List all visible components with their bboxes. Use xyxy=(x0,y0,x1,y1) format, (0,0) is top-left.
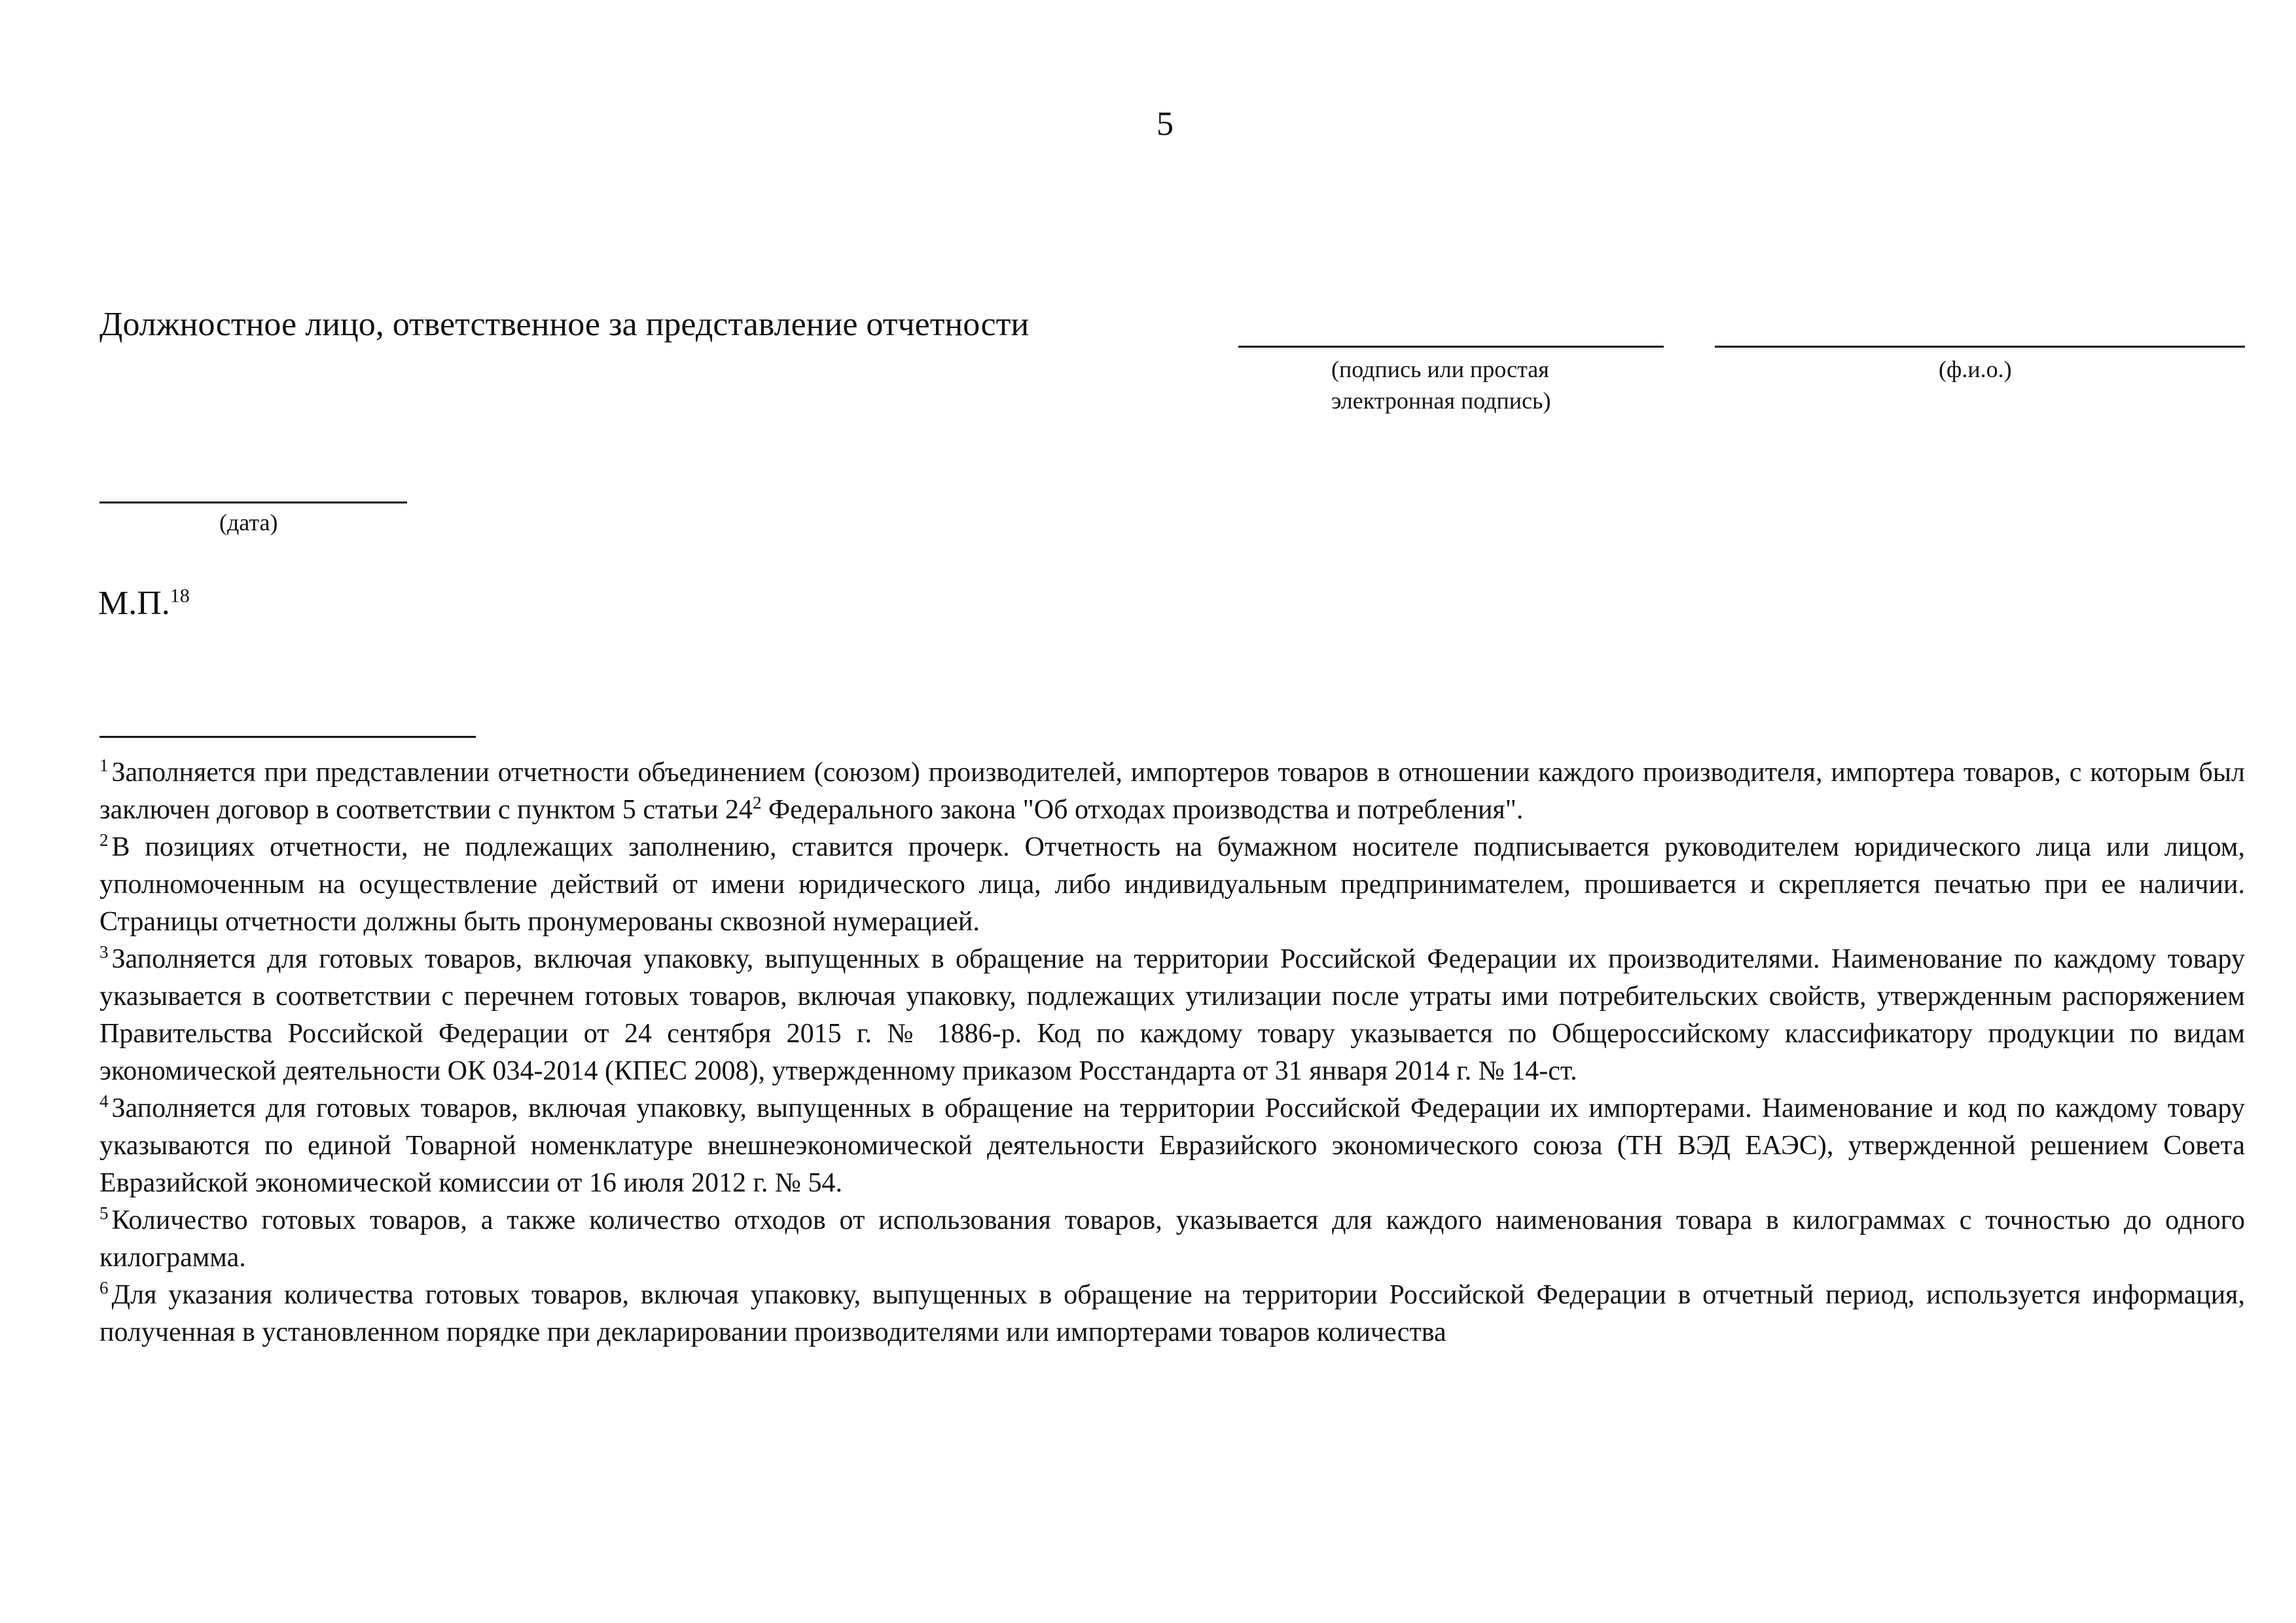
footnote-6 xyxy=(99,1277,2245,1351)
footnote-text: Заполняется для готовых товаров, включая упаковку, выпущенных в обращение на территории Российской Федерации их производителями. Наименование по каждому товару указывается в соответствии с перечнем готовых товаров, включая упаковку, подлежащих утилизации после утраты ими потребительских свойств, утвержденным распоряжением Правительства Российской Федерации от 24 сентября 2015 г. № 1886-р. Код по каждому товару указывается по Общероссийскому классификатору продукции по видам экономической деятельности ОК 034-2014 (КПЕС 2008), утвержденному приказом Росстандарта от 31 января 2014 г. № 14-ст. xyxy=(99,944,2245,1086)
footnote-1 xyxy=(99,754,2245,829)
date-line xyxy=(99,501,407,503)
footnote-number: 1 xyxy=(99,756,109,775)
signature-line xyxy=(1238,346,1664,348)
footnote-number: 4 xyxy=(99,1091,109,1111)
footnote-separator xyxy=(99,736,476,738)
footnote-2 xyxy=(99,829,2245,941)
footnote-4 xyxy=(99,1090,2245,1202)
footnote-number: 2 xyxy=(99,830,109,850)
footnotes xyxy=(99,754,2245,1351)
footnote-5 xyxy=(99,1202,2245,1277)
footnote-text: Для указания количества готовых товаров, включая упаковку, выпущенных в обращение на территории Российской Федерации в отчетный период, используется информация, полученная в установленном порядке при декларировании производителями или импортерами товаров количества xyxy=(99,1280,2245,1347)
footnote-3 xyxy=(99,941,2245,1090)
signature-caption xyxy=(1331,354,1551,416)
seal-footnote-ref: 18 xyxy=(170,585,190,607)
signature-caption-line2: электронная подпись) xyxy=(1331,388,1551,414)
footnote-number: 3 xyxy=(99,942,109,962)
footnote-text: Количество готовых товаров, а также количество отходов от использования товаров, указывается для каждого наименования товара в килограммах с точностью до одного килограмма. xyxy=(99,1205,2245,1273)
footnote-text: В позициях отчетности, не подлежащих заполнению, ставится прочерк. Отчетность на бумажном носителе подписывается руководителем юридического лица или лицом, уполномоченным на осуществление действий от имени юридического лица, либо индивидуальным предпринимателем, прошивается и скрепляется печатью при ее наличии. Страницы отчетности должны быть пронумерованы сквозной нумерацией. xyxy=(99,832,2245,937)
signature-caption-line1: (подпись или простая xyxy=(1331,356,1549,382)
page-number: 5 xyxy=(1157,105,1174,143)
full-name-line xyxy=(1715,346,2245,348)
footnote-text-continued: Федерального закона "Об отходах производства и потребления". xyxy=(761,795,1524,825)
footnote-text: Заполняется для готовых товаров, включая упаковку, выпущенных в обращение на территории Российской Федерации их импортерами. Наименование и код по каждому товару указываются по единой Товарной номенклатуре внешнеэкономической деятельности Евразийского экономического союза (ТН ВЭД ЕАЭС), утвержденной решением Совета Евразийской экономической комиссии от 16 июля 2012 г. № 54. xyxy=(99,1093,2245,1198)
footnote-number: 5 xyxy=(99,1203,109,1223)
responsible-official-label: Должностное лицо, ответственное за представление отчетности xyxy=(99,306,1030,343)
footnote-text: Заполняется при представлении отчетности объединением (союзом) производителей, импортеров товаров в отношении каждого производителя, импортера товаров, с которым был заключен договор в соответствии с пунктом 5 статьи 24 xyxy=(99,757,2245,825)
full-name-caption: (ф.и.о.) xyxy=(1939,356,2012,382)
seal-label: М.П. xyxy=(98,585,170,622)
seal-place-mark xyxy=(98,584,190,623)
footnote-inline-superscript: 2 xyxy=(752,793,762,812)
date-caption: (дата) xyxy=(219,509,278,536)
footnote-number: 6 xyxy=(99,1278,109,1298)
